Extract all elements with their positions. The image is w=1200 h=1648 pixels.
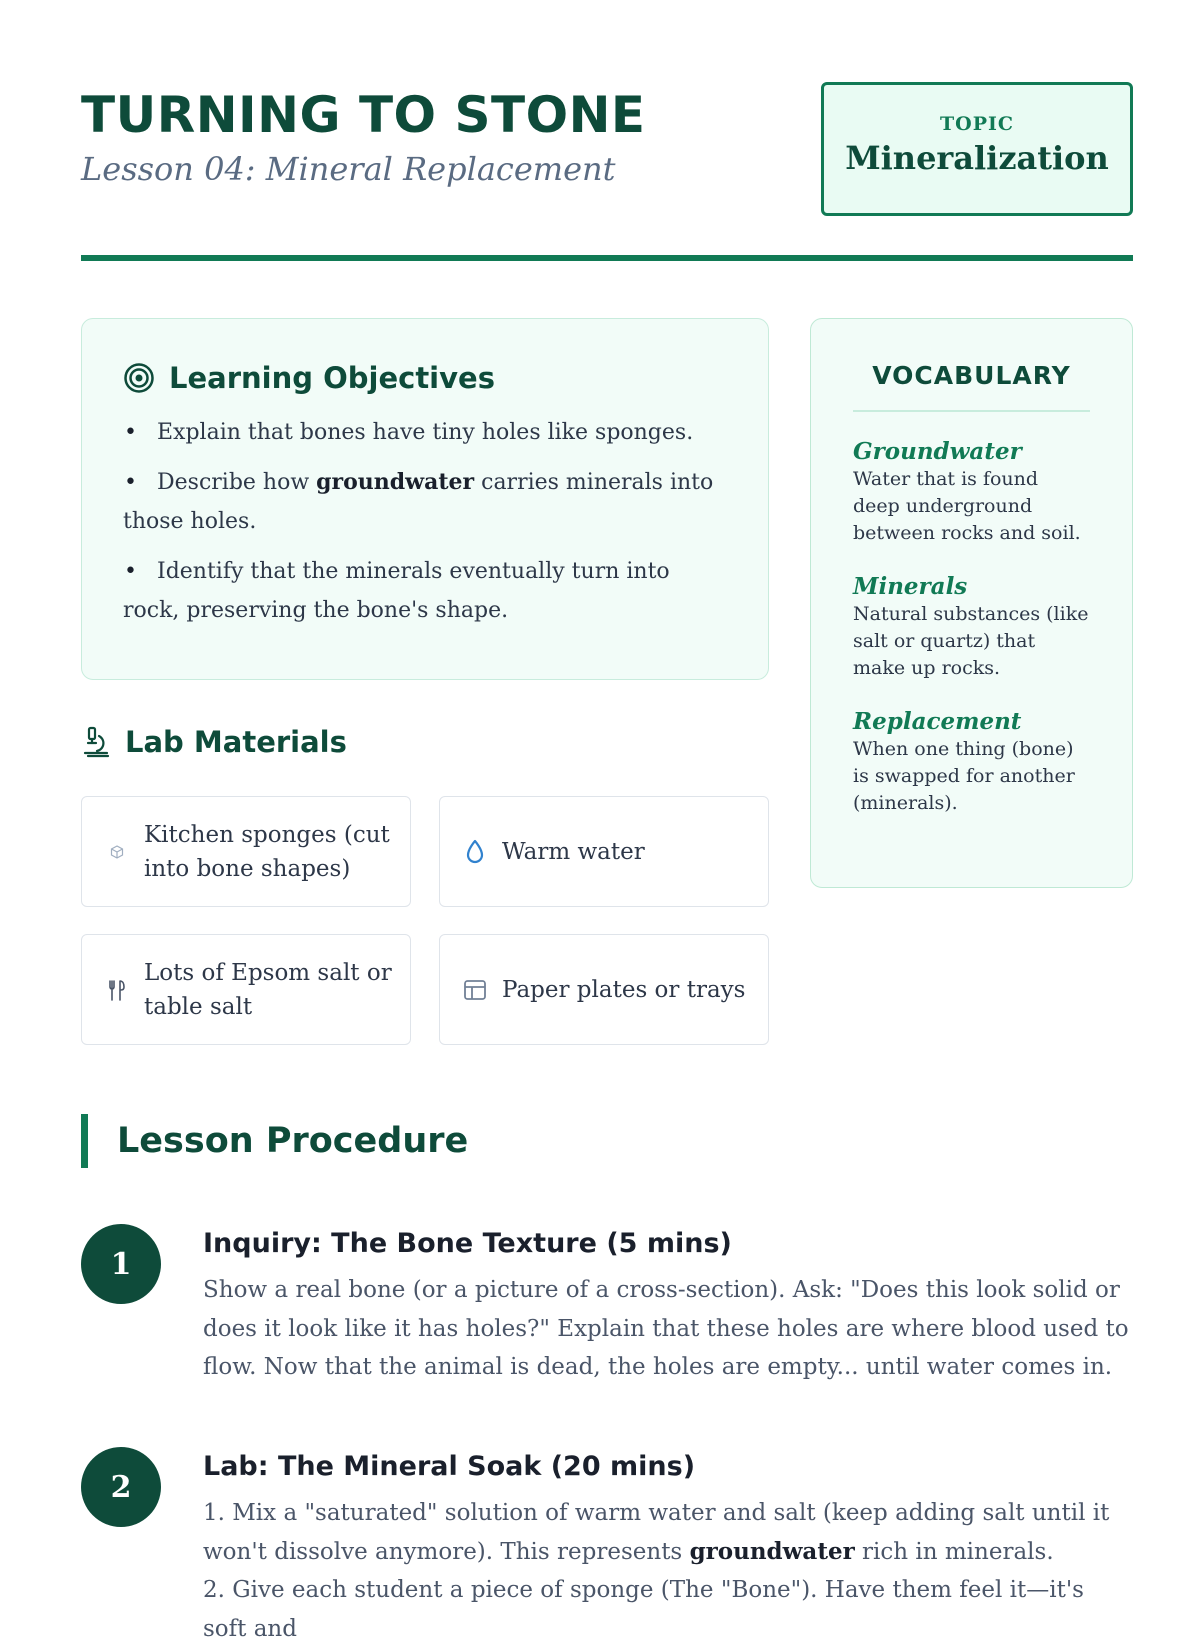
- topic-label: TOPIC: [940, 113, 1014, 135]
- term-name: Replacement: [853, 708, 1022, 735]
- step-number-badge: 1: [81, 1224, 161, 1304]
- materials-grid: [81, 796, 769, 1046]
- lab-materials-heading-text: Lab Materials: [125, 725, 347, 759]
- material-label: Kitchen sponges (cut into bone shapes): [144, 821, 390, 882]
- vocabulary-panel: [810, 318, 1133, 888]
- term-definition: Water that is found deep underground between rocks and soil.: [853, 468, 1081, 544]
- step-body: [203, 1224, 1133, 1387]
- keyword-groundwater: groundwater: [316, 469, 475, 495]
- header-divider: [81, 255, 1133, 261]
- objectives-heading-text: Learning Objectives: [169, 361, 495, 395]
- material-card-sponges: [81, 796, 411, 907]
- tray-icon: [462, 978, 488, 1002]
- sponge-icon: [104, 844, 130, 860]
- microscope-icon: [81, 726, 111, 758]
- term-definition: When one thing (bone) is swapped for another (minerals).: [853, 738, 1075, 814]
- page-subtitle: Lesson 04: Mineral Replacement: [81, 150, 616, 188]
- vocab-term-groundwater: [853, 438, 1090, 547]
- water-drop-icon: [462, 839, 488, 865]
- step-title: Inquiry: The Bone Texture (5 mins): [203, 1228, 732, 1259]
- page-title: TURNING TO STONE: [81, 86, 646, 144]
- step-text: Show a real bone (or a picture of a cross-section). Ask: "Does this look solid or does it look like it has holes?" Explain that these holes are where blood used to flow. Now that the animal is dead, the holes are empty... until water comes in.: [203, 1277, 1129, 1380]
- learning-objectives-panel: [81, 318, 769, 680]
- topic-value: Mineralization: [845, 139, 1109, 177]
- term-definition: Natural substances (like salt or quartz) that make up rocks.: [853, 603, 1089, 679]
- vocab-term-minerals: [853, 573, 1090, 682]
- term-name: Minerals: [853, 573, 968, 600]
- vocab-term-replacement: [853, 708, 1090, 817]
- objectives-list: [123, 413, 728, 630]
- material-card-plates: [439, 934, 769, 1045]
- lesson-page: [81, 0, 1133, 1642]
- target-icon: [123, 362, 155, 394]
- lab-materials-heading: [81, 725, 347, 759]
- objective-item: • Explain that bones have tiny holes like sponges.: [123, 413, 728, 452]
- utensils-icon: [104, 979, 130, 1001]
- objective-item: • Identify that the minerals eventually turn into rock, preserving the bone's shape.: [123, 552, 728, 630]
- material-label: Warm water: [502, 838, 645, 865]
- material-card-salt: [81, 934, 411, 1045]
- step-number-badge: 2: [81, 1447, 161, 1527]
- objectives-heading: [123, 361, 728, 395]
- objective-item: • Describe how groundwater carries minerals into those holes.: [123, 463, 728, 541]
- step-title: Lab: The Mineral Soak (20 mins): [203, 1451, 696, 1482]
- lesson-header: [81, 82, 1133, 262]
- material-label: Paper plates or trays: [502, 976, 746, 1003]
- keyword-groundwater: groundwater: [689, 1537, 855, 1565]
- step-text: 1. Mix a "saturated" solution of warm water and salt (keep adding salt until it won't dissolve anymore). This represents groundwater rich in minerals. 2. Give each student a piece of sponge (The "Bone"). Have them feel it—it's soft and: [203, 1500, 1110, 1642]
- topic-badge: [821, 82, 1133, 216]
- material-label: Lots of Epsom salt or table salt: [144, 959, 392, 1020]
- material-card-water: [439, 796, 769, 907]
- step-body: [203, 1447, 1133, 1648]
- vocabulary-title: VOCABULARY: [853, 361, 1090, 412]
- term-name: Groundwater: [853, 438, 1022, 465]
- procedure-heading: Lesson Procedure: [81, 1114, 468, 1168]
